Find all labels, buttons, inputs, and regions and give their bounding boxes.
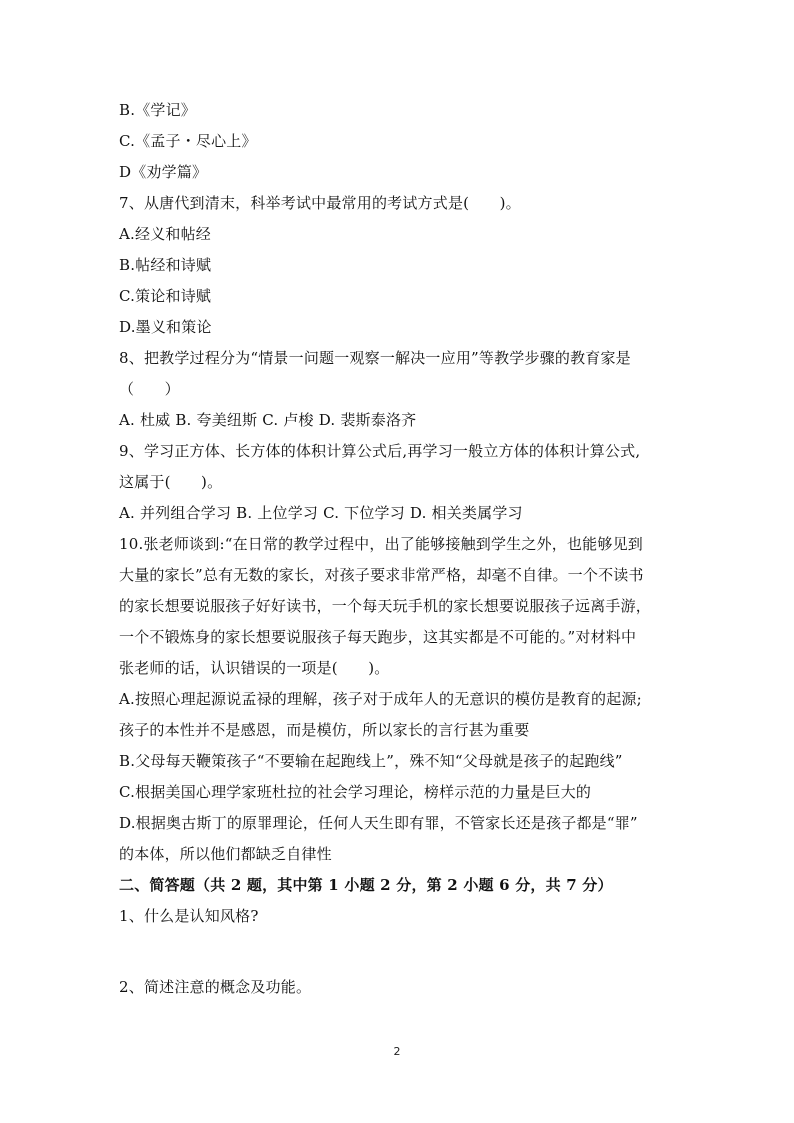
- question-9-line-1: 9、学习正方体、长方体的体积计算公式后,再学习一般立方体的体积计算公式,: [119, 442, 641, 460]
- question-10-line-1: 10.张老师谈到:“在日常的教学过程中，出了能够接触到学生之外，也能够见到: [119, 535, 643, 553]
- question-10-line-2: 大量的家长”总有无数的家长，对孩子要求非常严格，却毫不自律。一个不读书: [119, 566, 644, 584]
- question-7-option-c: C.策论和诗赋: [119, 287, 212, 305]
- question-10-option-c: C.根据美国心理学家班杜拉的社会学习理论，榜样示范的力量是巨大的: [119, 783, 592, 801]
- question-9-options: A. 并列组合学习 B. 上位学习 C. 下位学习 D. 相关类属学习: [119, 504, 523, 522]
- answer-space: [119, 932, 679, 972]
- question-8-blank: （ ）: [119, 380, 180, 398]
- question-10-option-d-line-1: D.根据奥古斯丁的原罪理论，任何人天生即有罪，不管家长还是孩子都是“罪”: [119, 814, 638, 832]
- option-d-quanxue: D《劝学篇》: [119, 163, 208, 181]
- page-content: [119, 95, 679, 1003]
- question-10-line-4: 一个不锻炼身的家长想要说服孩子每天跑步，这其实都是不可能的。”对材料中: [119, 628, 637, 646]
- option-b-xueji: B.《学记》: [119, 101, 196, 119]
- question-10-option-d-line-2: 的本体，所以他们都缺乏自律性: [119, 845, 332, 863]
- question-9-line-2: 这属于( )。: [119, 473, 223, 491]
- question-10-option-b: B.父母每天鞭策孩子“不要输在起跑线上”，殊不知“父母就是孩子的起跑线”: [119, 752, 623, 770]
- question-10-option-a-line-1: A.按照心理起源说孟禄的理解，孩子对于成年人的无意识的模仿是教育的起源;: [119, 690, 642, 708]
- question-7: 7、从唐代到清末，科举考试中最常用的考试方式是( )。: [119, 194, 521, 212]
- short-answer-question-2: 2、简述注意的概念及功能。: [119, 978, 312, 996]
- page-number: 2: [393, 1045, 401, 1058]
- question-7-option-d: D.墨义和策论: [119, 318, 212, 336]
- question-10-option-a-line-2: 孩子的本性并不是感恩，而是模仿，所以家长的言行甚为重要: [119, 721, 530, 739]
- question-8-options: A. 杜威 B. 夸美纽斯 C. 卢梭 D. 裴斯泰洛齐: [119, 411, 417, 429]
- question-7-option-b: B.帖经和诗赋: [119, 256, 212, 274]
- option-c-mengzi: C.《孟子・尽心上》: [119, 132, 257, 150]
- question-8: 8、把教学过程分为“情景一问题一观察一解决一应用”等教学步骤的教育家是: [119, 349, 631, 367]
- question-7-option-a: A.经义和帖经: [119, 225, 212, 243]
- question-10-line-3: 的家长想要说服孩子好好读书，一个每天玩手机的家长想要说服孩子远离手游，: [119, 597, 652, 615]
- short-answer-question-1: 1、什么是认知风格?: [119, 907, 259, 925]
- section-heading-short-answer: 二、简答题（共 2 题，其中第 1 小题 2 分，第 2 小题 6 分，共 7 分）: [119, 876, 613, 894]
- question-10-line-5: 张老师的话，认识错误的一项是( )。: [119, 659, 390, 677]
